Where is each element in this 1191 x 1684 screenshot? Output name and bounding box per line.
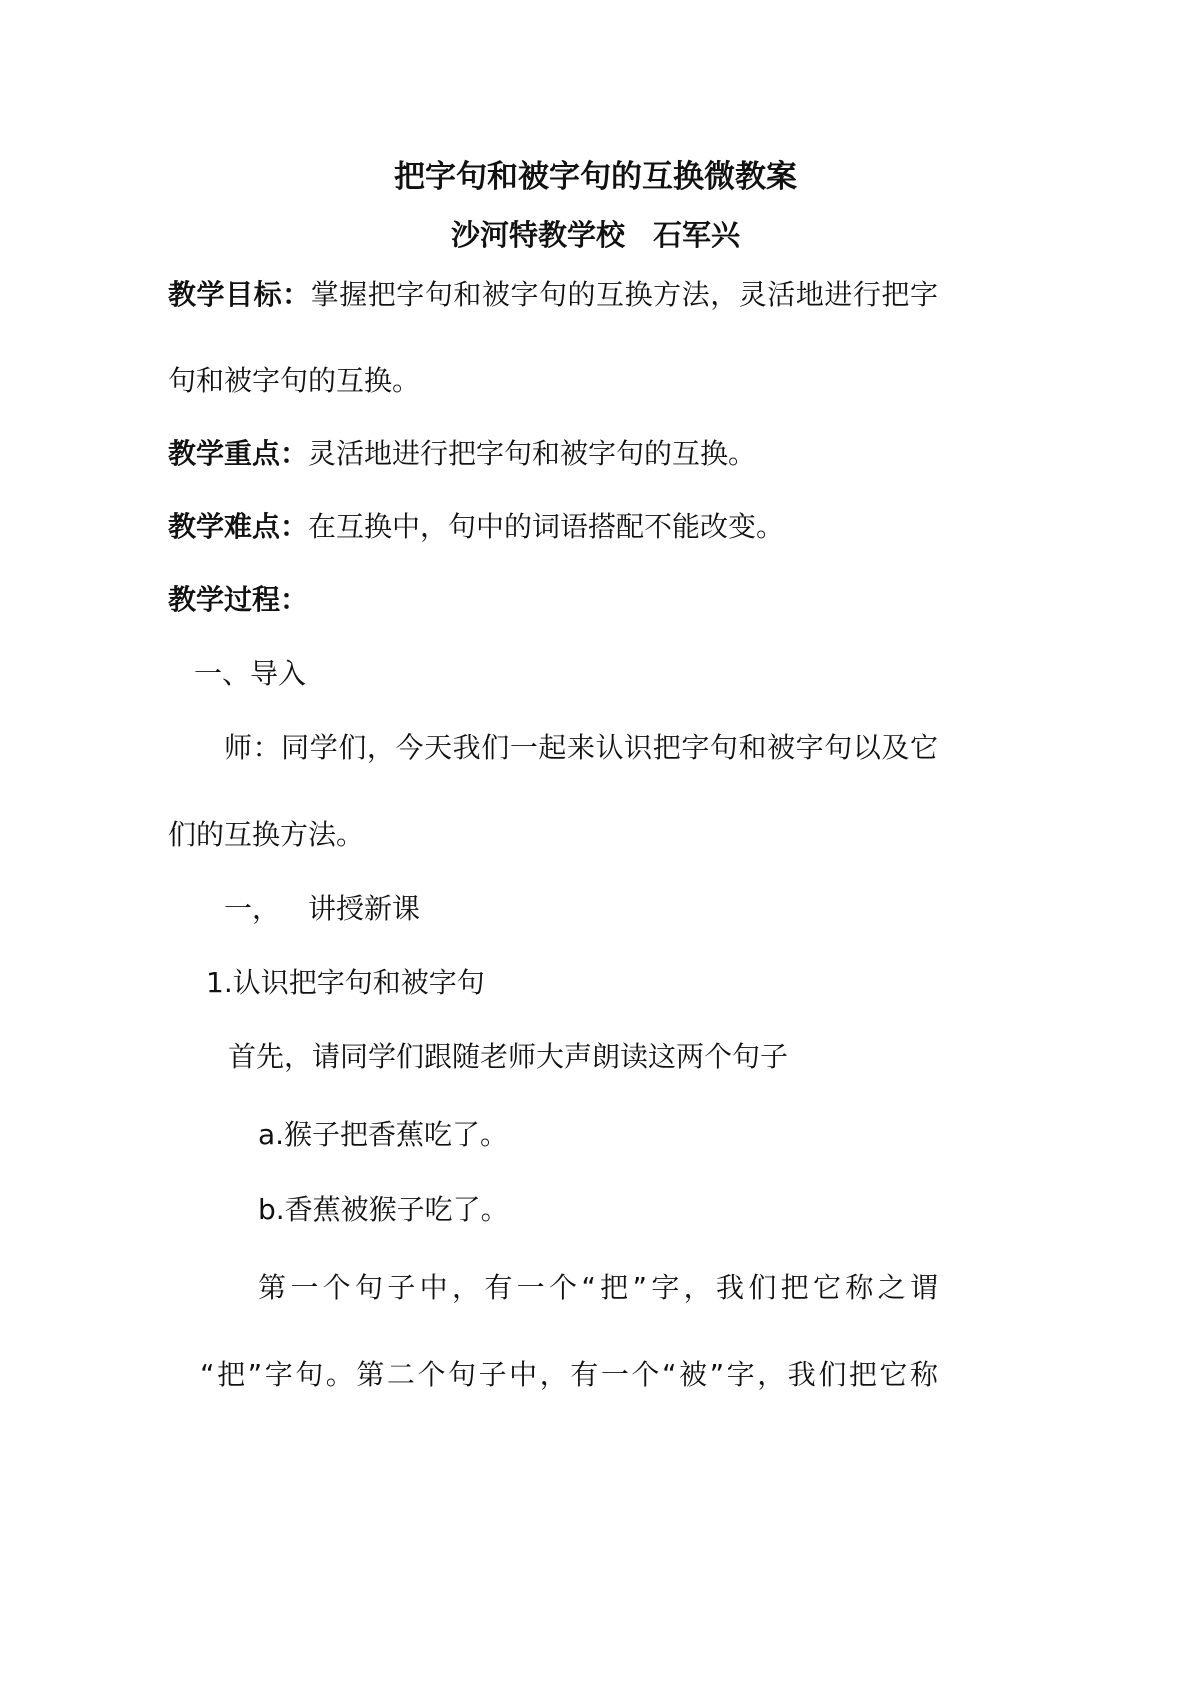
section-new-lesson-number: 一， — [224, 892, 281, 925]
instruction-text: 首先，请同学们跟随老师大声朗读这两个句子 — [228, 1040, 789, 1073]
section-new-lesson-text: 讲授新课 — [308, 892, 421, 925]
author-line — [0, 218, 1191, 252]
keypoint-paragraph — [168, 437, 756, 471]
explanation-line1: 第一个句子中，有一个“把”字，我们把它称之谓 — [258, 1271, 938, 1304]
section-new-lesson-heading — [224, 892, 420, 926]
objective-text-line1: 掌握把字句和被字句的互换方法，灵活地进行把字 — [310, 278, 938, 311]
school-name: 沙河特教学校 — [450, 218, 625, 252]
teacher-line2: 们的互换方法。 — [168, 818, 365, 851]
example-sentence-b: b.香蕉被猴子吃了。 — [258, 1193, 509, 1226]
document-title: 把字句和被字句的互换微教案 — [394, 159, 797, 195]
section-intro-heading: 一、导入 — [194, 657, 307, 690]
keypoint-text: 灵活地进行把字句和被字句的互换。 — [308, 437, 757, 470]
keypoint-label: 教学重点： — [168, 437, 309, 470]
subsection-heading: 1.认识把字句和被字句 — [206, 966, 485, 999]
process-heading: 教学过程： — [168, 583, 309, 616]
objective-label: 教学目标： — [168, 278, 311, 311]
difficulty-label: 教学难点： — [168, 510, 309, 543]
author-name: 石军兴 — [653, 218, 741, 252]
teacher-line1: 师：同学们，今天我们一起来认识把字句和被字句以及它 — [224, 731, 938, 764]
difficulty-text: 在互换中，句中的词语搭配不能改变。 — [308, 510, 785, 543]
objective-text-line2: 句和被字句的互换。 — [168, 364, 421, 397]
explanation-line2: “把”字句。第二个句子中，有一个“被”字，我们把它称 — [200, 1358, 938, 1391]
objective-paragraph-line1 — [168, 278, 938, 312]
example-sentence-a: a.猴子把香蕉吃了。 — [258, 1118, 509, 1151]
difficulty-paragraph — [168, 510, 784, 544]
